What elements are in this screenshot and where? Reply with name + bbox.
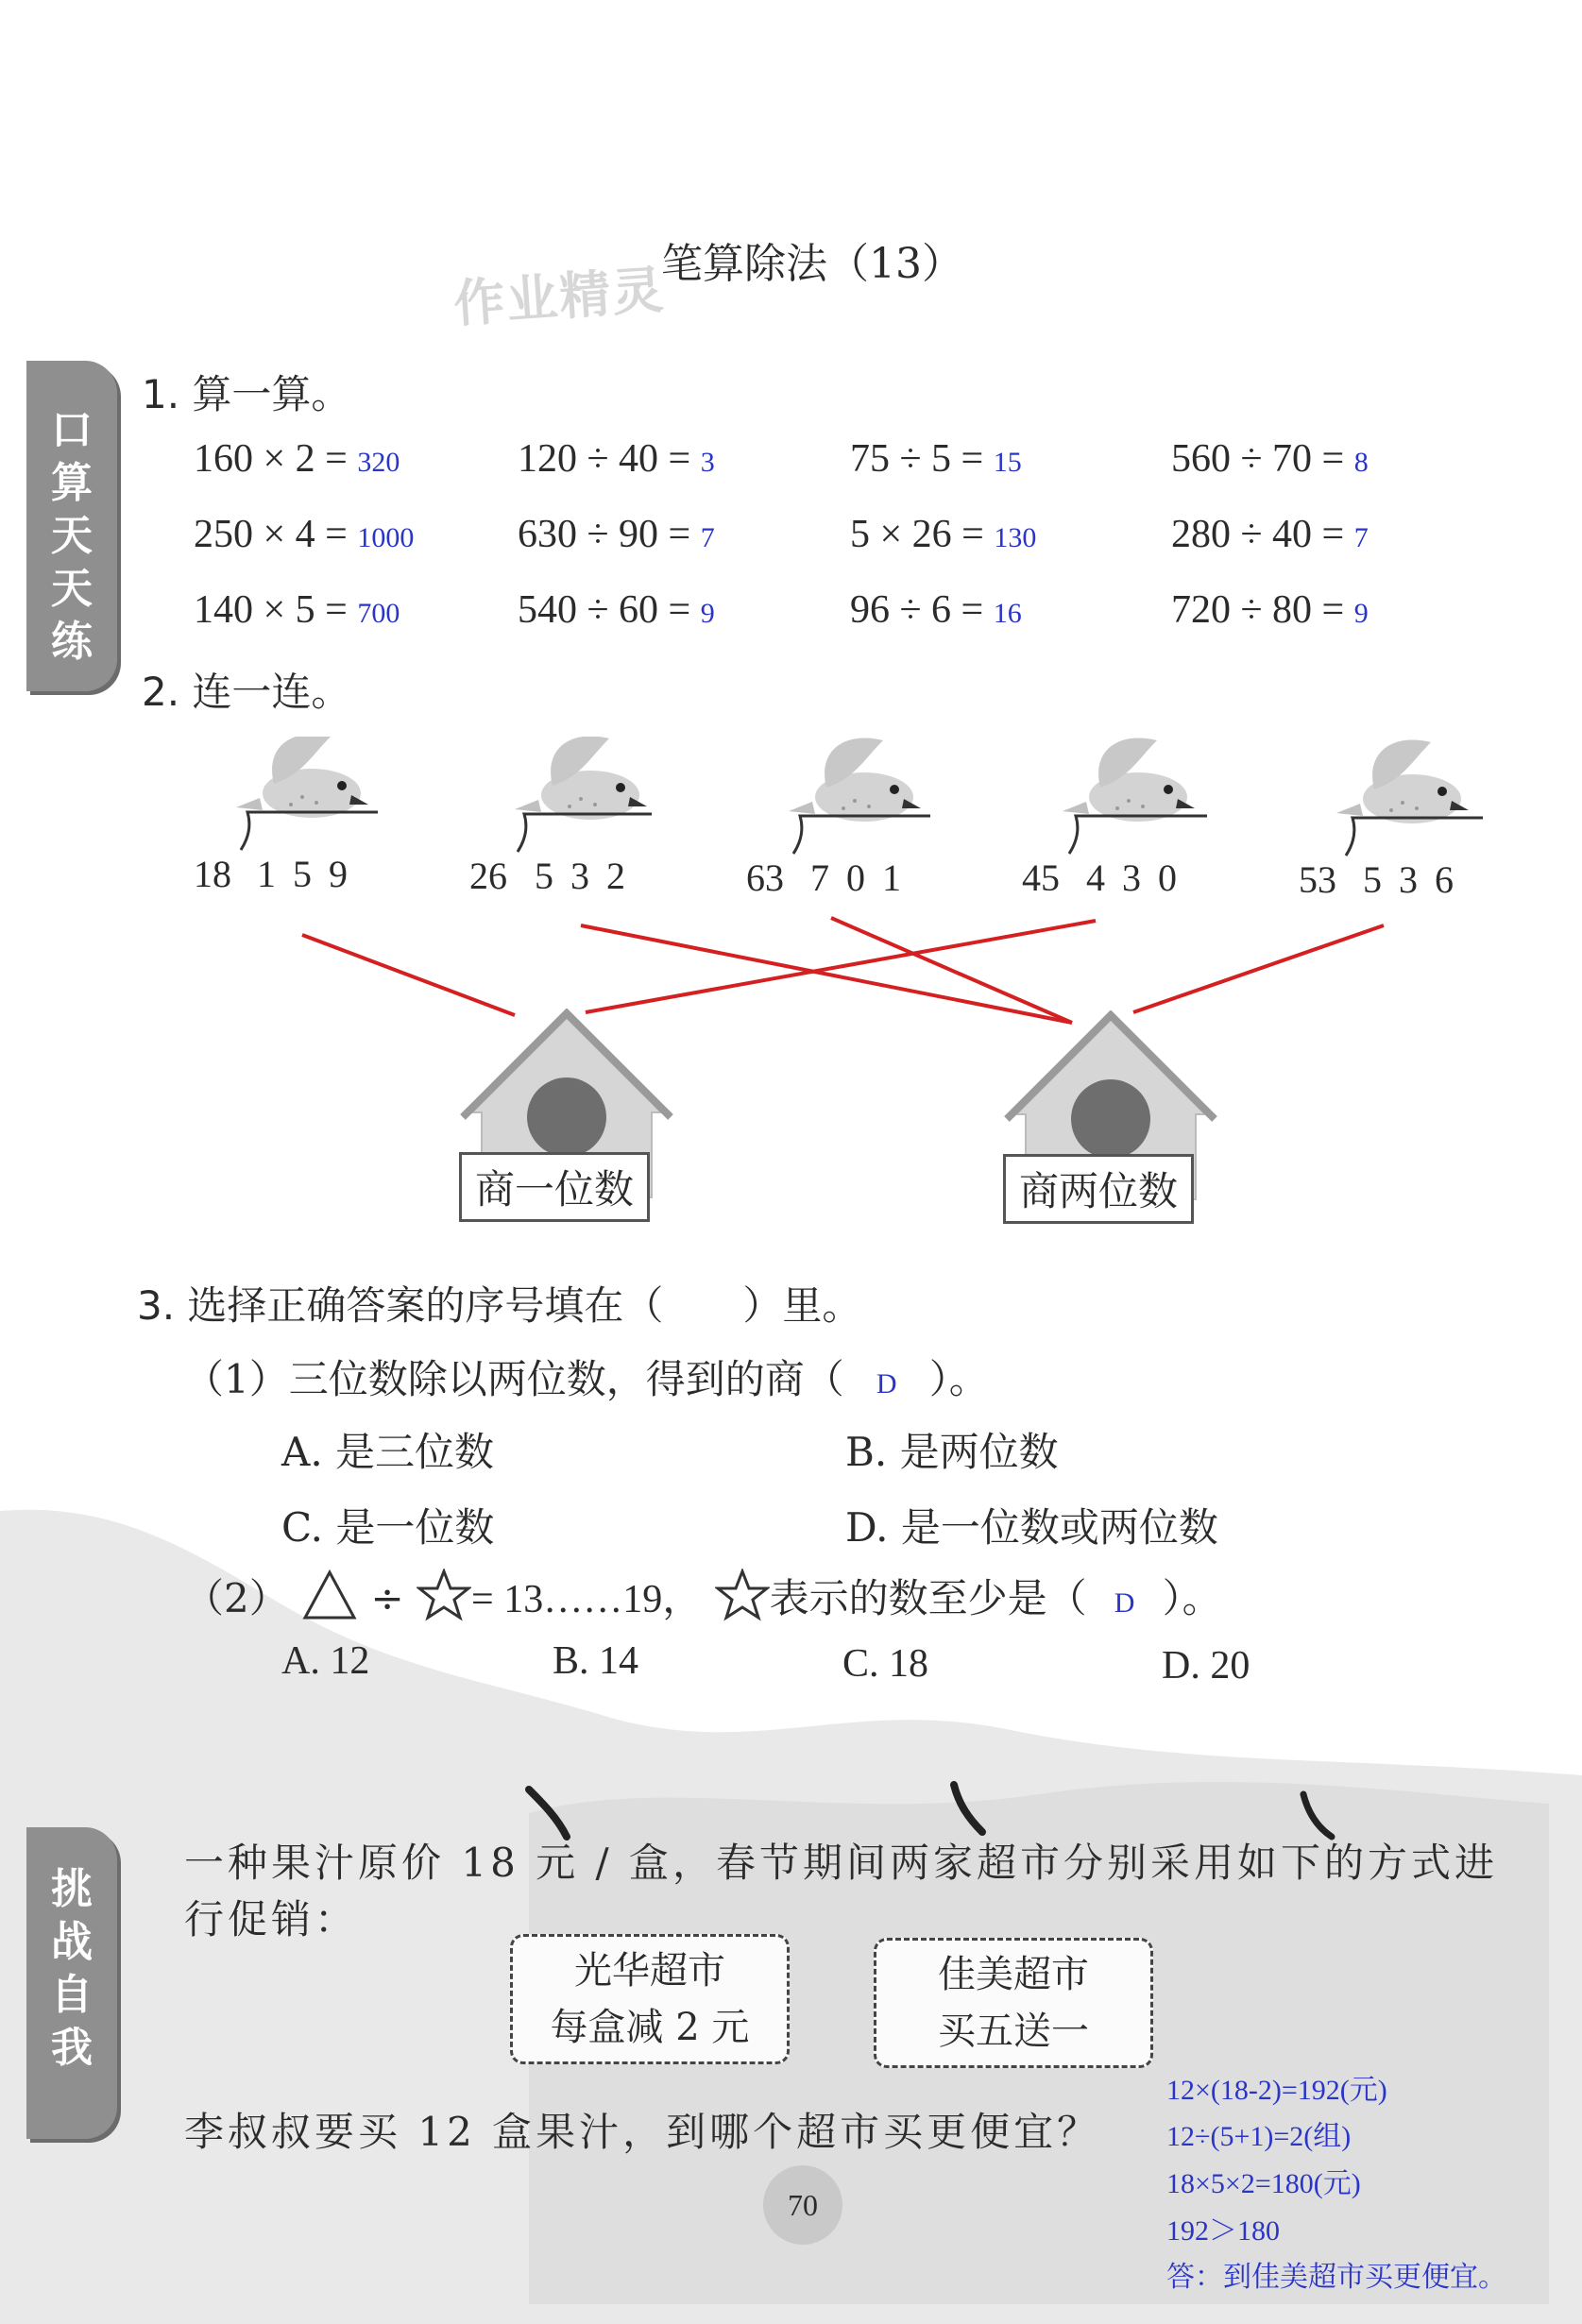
question-prefix: （2）: [184, 1575, 289, 1621]
dividend: 159: [257, 853, 365, 895]
watermark: 作业精灵: [451, 260, 668, 334]
question-text: 表示的数至少是（: [769, 1575, 1087, 1621]
bird-icon: [1063, 738, 1195, 822]
option: C. 18: [842, 1642, 929, 1686]
connection-line: [1133, 925, 1384, 1012]
q1-expression: [850, 512, 1036, 557]
connection-line: [302, 935, 515, 1015]
expr-text: 250 × 4 =: [194, 513, 348, 556]
store-name: 佳美超市: [938, 1953, 1089, 1996]
divisor: 63: [746, 857, 784, 899]
promo-box-guanghua: [510, 1934, 790, 2064]
q2-division-figures: [0, 737, 1582, 925]
side-tab-char: 战: [51, 1918, 93, 1966]
solution-line: 12÷(5+1)=2(组): [1166, 2121, 1352, 2152]
option: D. 是一位数或两位数: [845, 1504, 1218, 1551]
answer: D: [876, 1368, 897, 1399]
expr-text: 630 ÷ 90 =: [518, 513, 691, 556]
dividend: 701: [810, 857, 918, 899]
side-tab-char: 天: [51, 512, 93, 560]
answer: 1000: [357, 522, 415, 553]
store-deal: 买五送一: [938, 2010, 1089, 2053]
bird-icon: [1336, 739, 1469, 823]
promo-box-jiamei: [874, 1938, 1153, 2068]
equation-result: = 13……19，: [471, 1578, 703, 1621]
answer: 7: [700, 522, 715, 553]
star-icon: [715, 1569, 770, 1621]
bird-icon: [515, 737, 647, 820]
challenge-text-line1: 一种果汁原价 18 元 / 盒，春节期间两家超市分别采用如下的方式进: [184, 1840, 1498, 1886]
solution-line: 192＞180: [1166, 2215, 1280, 2247]
answer: 700: [357, 598, 400, 629]
answer: D: [1114, 1587, 1135, 1619]
connection-lines: [0, 907, 1582, 1039]
q2-heading: 2. 连一连。: [142, 669, 351, 715]
solution-line: 18×5×2=180(元): [1166, 2168, 1361, 2199]
page-title: 笔算除法（13）: [661, 240, 963, 288]
expr-text: 160 × 2 =: [194, 437, 348, 481]
option: B. 14: [553, 1639, 639, 1683]
answer: 320: [357, 447, 400, 478]
q1-heading: 1. 算一算。: [142, 371, 351, 417]
q1-expression: [1171, 587, 1369, 633]
side-tab-char: 我: [51, 2024, 93, 2072]
side-tab-char: 练: [51, 618, 93, 666]
challenge-text-line2: 行促销：: [184, 1896, 359, 1942]
answer: 7: [1353, 522, 1369, 553]
side-tab-char: 挑: [51, 1865, 93, 1913]
q3-part2-question: [184, 1568, 1222, 1624]
triangle-icon: [301, 1569, 358, 1621]
answer: 9: [1353, 598, 1369, 629]
divisor: 18: [194, 853, 231, 895]
side-tab-char: 口: [51, 406, 93, 454]
expr-text: 120 ÷ 40 =: [518, 437, 691, 481]
q1-expression: [194, 587, 400, 633]
question-text: （1）三位数除以两位数，得到的商（: [184, 1356, 844, 1402]
store-deal: 每盒减 2 元: [550, 2006, 750, 2049]
expr-text: 280 ÷ 40 =: [1171, 513, 1345, 556]
house-label-two-digit: 商两位数: [1003, 1154, 1194, 1224]
dividend: 536: [1363, 858, 1471, 901]
store-name: 光华超市: [574, 1949, 725, 1993]
option: A. 12: [281, 1639, 370, 1683]
option: D. 20: [1162, 1644, 1250, 1688]
answer: 3: [700, 447, 715, 478]
question-close: ）。: [928, 1356, 989, 1402]
q1-expression: [194, 436, 400, 482]
divisor: 26: [469, 855, 507, 897]
bird-icon: [236, 737, 368, 818]
answer: 8: [1353, 447, 1369, 478]
q1-expression: [850, 587, 1022, 633]
q1-expression: [850, 436, 1022, 482]
q3-part1-question: [184, 1349, 989, 1405]
q1-expression: [1171, 436, 1369, 482]
q1-expression: [518, 436, 715, 482]
connection-line: [831, 918, 1072, 1023]
option: C. 是一位数: [281, 1504, 495, 1551]
divisor: 53: [1299, 858, 1336, 901]
q3-heading: 3. 选择正确答案的序号填在（ ）里。: [137, 1282, 862, 1329]
page-number: 70: [763, 2165, 842, 2245]
answer: 9: [700, 598, 715, 629]
challenge-question: 李叔叔要买 12 盒果汁，到哪个超市买更便宜？: [184, 2109, 1101, 2155]
answer: 15: [993, 447, 1022, 478]
solution-line: 12×(18-2)=192(元): [1166, 2075, 1387, 2106]
house-label-one-digit: 商一位数: [459, 1152, 650, 1222]
star-icon: [417, 1569, 471, 1621]
expr-text: 140 × 5 =: [194, 588, 348, 632]
expr-text: 560 ÷ 70 =: [1171, 437, 1345, 481]
expr-text: 5 × 26 =: [850, 513, 984, 556]
solution-line: 答：到佳美超市买更便宜。: [1166, 2262, 1506, 2293]
side-tab-challenge: [26, 1827, 117, 2139]
side-tab-daily: [26, 361, 117, 691]
side-tab-char: 天: [51, 565, 93, 613]
divisor: 45: [1022, 857, 1060, 899]
dividend: 532: [535, 855, 642, 897]
bird-icon: [789, 738, 921, 822]
divide-sign: ÷: [370, 1575, 404, 1621]
expr-text: 96 ÷ 6 =: [850, 588, 984, 632]
option: B. 是两位数: [845, 1429, 1059, 1475]
option: A. 是三位数: [281, 1429, 495, 1475]
side-tab-char: 自: [51, 1971, 93, 2019]
q1-expression: [1171, 512, 1369, 557]
dividend: 430: [1086, 857, 1194, 899]
expr-text: 720 ÷ 80 =: [1171, 588, 1345, 632]
question-close: ）。: [1162, 1575, 1222, 1621]
expr-text: 540 ÷ 60 =: [518, 588, 691, 632]
answer: 130: [994, 522, 1037, 553]
expr-text: 75 ÷ 5 =: [850, 437, 984, 481]
q1-expression: [518, 512, 715, 557]
q1-expression: [194, 512, 414, 557]
answer: 16: [993, 598, 1022, 629]
side-tab-char: 算: [51, 459, 93, 507]
q1-expression: [518, 587, 715, 633]
